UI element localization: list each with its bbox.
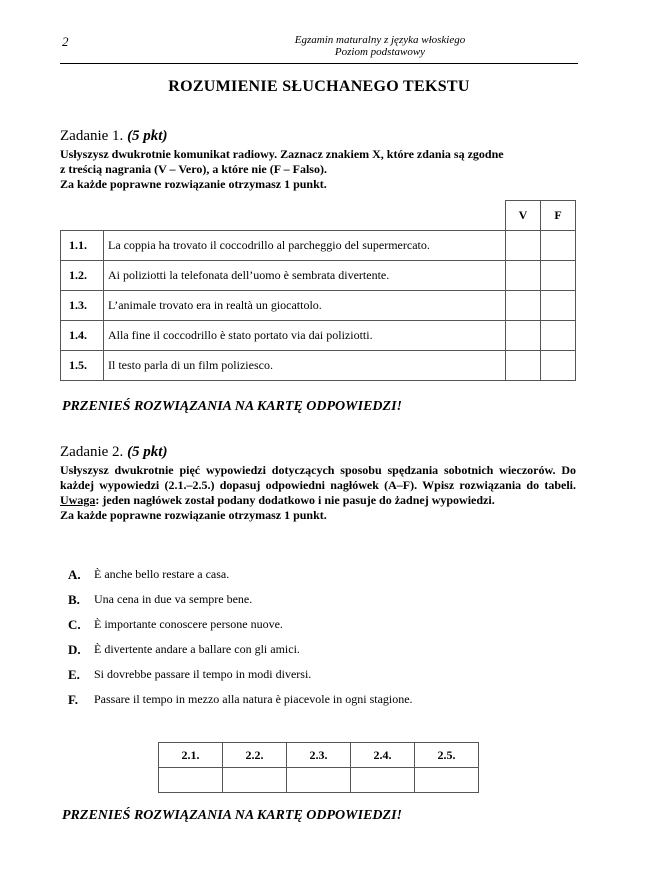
list-item xyxy=(68,587,568,612)
answer-table-header-row xyxy=(159,743,479,768)
item-statement: Ai poliziotti la telefonata dell’uomo è sembrata divertente. xyxy=(104,261,506,291)
section-title: ROZUMIENIE SŁUCHANEGO TEKSTU xyxy=(168,78,470,95)
answer-cell-false[interactable] xyxy=(541,291,576,321)
task2-instruction xyxy=(60,463,576,508)
list-item xyxy=(68,687,568,712)
answer-cell-true[interactable] xyxy=(506,291,541,321)
option-text: Si dovrebbe passare il tempo in modi diversi. xyxy=(94,667,312,681)
answer-cell-true[interactable] xyxy=(506,231,541,261)
option-letter: C. xyxy=(68,616,81,632)
table-row xyxy=(61,351,576,381)
answer-cell[interactable] xyxy=(287,768,351,793)
answer-column-header: 2.1. xyxy=(159,743,223,768)
table-row xyxy=(61,291,576,321)
answer-column-header: 2.5. xyxy=(415,743,479,768)
exam-title: Egzamin maturalny z języka włoskiego xyxy=(294,34,466,46)
item-statement: L’animale trovato era in realtà un giocattolo. xyxy=(104,291,506,321)
option-letter: E. xyxy=(68,666,80,682)
item-number: 1.2. xyxy=(61,261,104,291)
task1-title: Zadanie 1. xyxy=(60,128,124,144)
answer-column-header: 2.3. xyxy=(287,743,351,768)
option-letter: F. xyxy=(68,691,78,707)
answer-cell-false[interactable] xyxy=(541,321,576,351)
option-letter: B. xyxy=(68,591,80,607)
item-number: 1.1. xyxy=(61,231,104,261)
answer-table xyxy=(158,742,479,793)
answer-table-input-row xyxy=(159,768,479,793)
answer-cell-false[interactable] xyxy=(541,351,576,381)
list-item xyxy=(68,562,568,587)
task2-points: (5 pkt) xyxy=(127,444,168,460)
table-row xyxy=(61,321,576,351)
option-letter: A. xyxy=(68,566,81,582)
task1-points: (5 pkt) xyxy=(127,128,168,144)
answer-cell[interactable] xyxy=(351,768,415,793)
column-header-true: V xyxy=(506,201,541,231)
task1-instructions xyxy=(60,147,576,192)
task1-scoring: Za każde poprawne rozwiązanie otrzymasz 1 punkt. xyxy=(60,177,327,191)
option-text: È divertente andare a ballare con gli amici. xyxy=(94,642,300,656)
task1-instruction-line1: Usłyszysz dwukrotnie komunikat radiowy. Zaznacz znakiem X, które zdania są zgodne xyxy=(60,147,504,161)
list-item xyxy=(68,612,568,637)
item-statement: Il testo parla di un film poliziesco. xyxy=(104,351,506,381)
answer-cell-true[interactable] xyxy=(506,351,541,381)
answer-column-header: 2.4. xyxy=(351,743,415,768)
item-number: 1.5. xyxy=(61,351,104,381)
exam-level: Poziom podstawowy xyxy=(334,46,426,58)
task2-transfer-note: PRZENIEŚ ROZWIĄZANIA NA KARTĘ ODPOWIEDZI! xyxy=(62,808,402,823)
list-item xyxy=(68,637,568,662)
header-divider xyxy=(60,63,578,64)
task1-heading xyxy=(60,128,167,145)
task1-instruction-line2: z treścią nagrania (V – Vero), a które nie (F – Falso). xyxy=(60,162,327,176)
page-number: 2 xyxy=(62,34,69,49)
option-text: Passare il tempo in mezzo alla natura è piacevole in ogni stagione. xyxy=(94,692,413,706)
table-header-row xyxy=(61,201,576,231)
answer-cell-true[interactable] xyxy=(506,321,541,351)
task2-instruction-note: : jeden nagłówek został podany dodatkowo i nie pasuje do żadnej wypowiedzi. xyxy=(95,493,495,507)
answer-column-header: 2.2. xyxy=(223,743,287,768)
item-number: 1.4. xyxy=(61,321,104,351)
answer-cell-true[interactable] xyxy=(506,261,541,291)
answer-cell[interactable] xyxy=(159,768,223,793)
column-header-false: F xyxy=(541,201,576,231)
task2-instruction-text: Usłyszysz dwukrotnie pięć wypowiedzi dotyczących sposobu spędzania sobotnich wieczorów. Do każdej wypowiedzi (2.1.–2.5.) dopasuj odpowiedni nagłówek (A–F). Wpisz rozwiązania do tabeli. xyxy=(60,463,576,492)
table-row xyxy=(61,261,576,291)
option-text: Una cena in due va sempre bene. xyxy=(94,592,253,606)
option-text: È importante conoscere persone nuove. xyxy=(94,617,283,631)
item-statement: La coppia ha trovato il coccodrillo al parcheggio del supermercato. xyxy=(104,231,506,261)
answer-cell-false[interactable] xyxy=(541,261,576,291)
headings-list xyxy=(68,562,568,712)
task2-scoring: Za każde poprawne rozwiązanie otrzymasz 1 punkt. xyxy=(60,508,327,522)
task2-heading xyxy=(60,444,167,461)
answer-cell[interactable] xyxy=(223,768,287,793)
task2-instructions xyxy=(60,463,576,523)
answer-cell[interactable] xyxy=(415,768,479,793)
answer-cell-false[interactable] xyxy=(541,231,576,261)
table-row xyxy=(61,231,576,261)
page-header xyxy=(195,34,565,58)
uwaga-label: Uwaga xyxy=(60,493,96,507)
list-item xyxy=(68,662,568,687)
option-letter: D. xyxy=(68,641,81,657)
task2-title: Zadanie 2. xyxy=(60,444,124,460)
item-statement: Alla fine il coccodrillo è stato portato via dai poliziotti. xyxy=(104,321,506,351)
option-text: È anche bello restare a casa. xyxy=(94,567,230,581)
true-false-table xyxy=(60,200,576,381)
item-number: 1.3. xyxy=(61,291,104,321)
task1-transfer-note: PRZENIEŚ ROZWIĄZANIA NA KARTĘ ODPOWIEDZI! xyxy=(62,399,402,414)
